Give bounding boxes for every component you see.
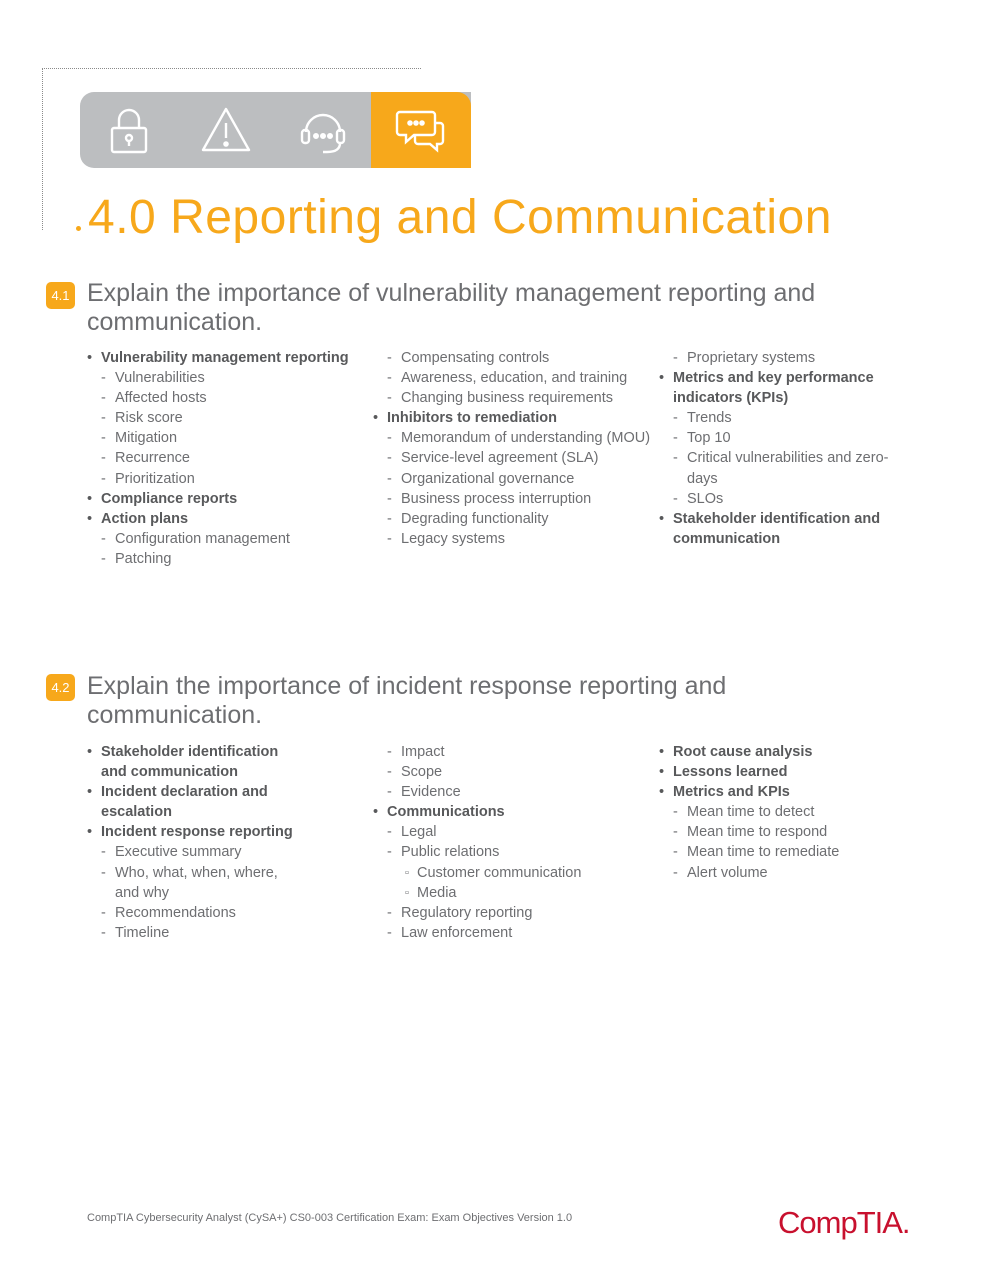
footer-text: CompTIA Cybersecurity Analyst (CySA+) CS0-003 Certification Exam: Exam Objectives Version 1.0	[87, 1212, 573, 1224]
objective-item: - Impact	[373, 742, 653, 762]
objective-subitem: ▫ Customer communication	[373, 863, 653, 883]
objective-topic: • Root cause analysis	[659, 742, 899, 762]
objective-item: - Risk score	[87, 408, 367, 428]
objective-item: - Business process interruption	[373, 489, 653, 509]
objective-list	[373, 348, 653, 549]
objective-item: - Regulatory reporting	[373, 903, 653, 923]
objective-topic: • Inhibitors to remediation	[373, 408, 653, 428]
frame-dot	[76, 226, 81, 231]
objective-item: - Recommendations	[87, 903, 302, 923]
objective-item: - Critical vulnerabilities and zero-days	[659, 448, 899, 488]
objective-item: - Executive summary	[87, 842, 302, 862]
objective-item: - Service-level agreement (SLA)	[373, 448, 653, 468]
objective-topic: • Metrics and KPIs	[659, 782, 899, 802]
objective-topic: • Metrics and key performance indicators (KPIs)	[659, 368, 899, 408]
objective-item: - Memorandum of understanding (MOU)	[373, 428, 653, 448]
section-title: Explain the importance of incident response reporting and communication.	[87, 672, 727, 729]
objective-topic: • Stakeholder identification and communication	[659, 509, 899, 549]
objective-item: - Prioritization	[87, 469, 367, 489]
chat-bubbles-icon	[371, 92, 471, 168]
objective-item: - Configuration management	[87, 529, 367, 549]
objective-item: - Changing business requirements	[373, 388, 653, 408]
objective-topic: • Vulnerability management reporting	[87, 348, 367, 368]
page-title: 4.0 Reporting and Communication	[88, 191, 832, 244]
objective-item: - Mean time to respond	[659, 822, 899, 842]
objective-topic: • Communications	[373, 802, 653, 822]
objective-topic: • Stakeholder identification and communication	[87, 742, 302, 782]
objective-item: - Affected hosts	[87, 388, 367, 408]
objective-item: - Law enforcement	[373, 923, 653, 943]
domain-icon-bar	[80, 92, 471, 168]
objective-item: - Scope	[373, 762, 653, 782]
objective-item: - Legal	[373, 822, 653, 842]
objective-item: - Recurrence	[87, 448, 367, 468]
warning-icon	[177, 92, 274, 168]
objective-item: - Top 10	[659, 428, 899, 448]
objective-item: - Compensating controls	[373, 348, 653, 368]
objective-item: - Who, what, when, where, and why	[87, 863, 302, 903]
objective-item: - Vulnerabilities	[87, 368, 367, 388]
section-badge: 4.1	[46, 282, 75, 309]
objective-item: - Mean time to remediate	[659, 842, 899, 862]
objective-item: - Timeline	[87, 923, 302, 943]
objective-topic: • Incident declaration and escalation	[87, 782, 302, 822]
objective-item: - Mitigation	[87, 428, 367, 448]
headset-icon	[274, 92, 371, 168]
objective-item: - Mean time to detect	[659, 802, 899, 822]
objective-item: - Organizational governance	[373, 469, 653, 489]
objective-list	[659, 742, 899, 883]
objective-list	[87, 742, 302, 943]
objective-list	[659, 348, 899, 549]
objective-item: - Proprietary systems	[659, 348, 899, 368]
objective-item: - Public relations	[373, 842, 653, 862]
objective-item: - Patching	[87, 549, 367, 569]
objective-topic: • Incident response reporting	[87, 822, 302, 842]
comptia-logo: CompTIA.	[778, 1205, 910, 1240]
objective-item: - Legacy systems	[373, 529, 653, 549]
objective-topic: • Action plans	[87, 509, 367, 529]
section-title: Explain the importance of vulnerability management reporting and communication.	[87, 279, 816, 336]
objective-topic: • Compliance reports	[87, 489, 367, 509]
objective-item: - Degrading functionality	[373, 509, 653, 529]
objective-item: - Evidence	[373, 782, 653, 802]
objective-item: - SLOs	[659, 489, 899, 509]
objective-list	[87, 348, 367, 569]
objective-subitem: ▫ Media	[373, 883, 653, 903]
objective-item: - Trends	[659, 408, 899, 428]
objective-item: - Alert volume	[659, 863, 899, 883]
section-badge: 4.2	[46, 674, 75, 701]
lock-icon	[80, 92, 177, 168]
objective-list	[373, 742, 653, 943]
objective-item: - Awareness, education, and training	[373, 368, 653, 388]
objective-topic: • Lessons learned	[659, 762, 899, 782]
